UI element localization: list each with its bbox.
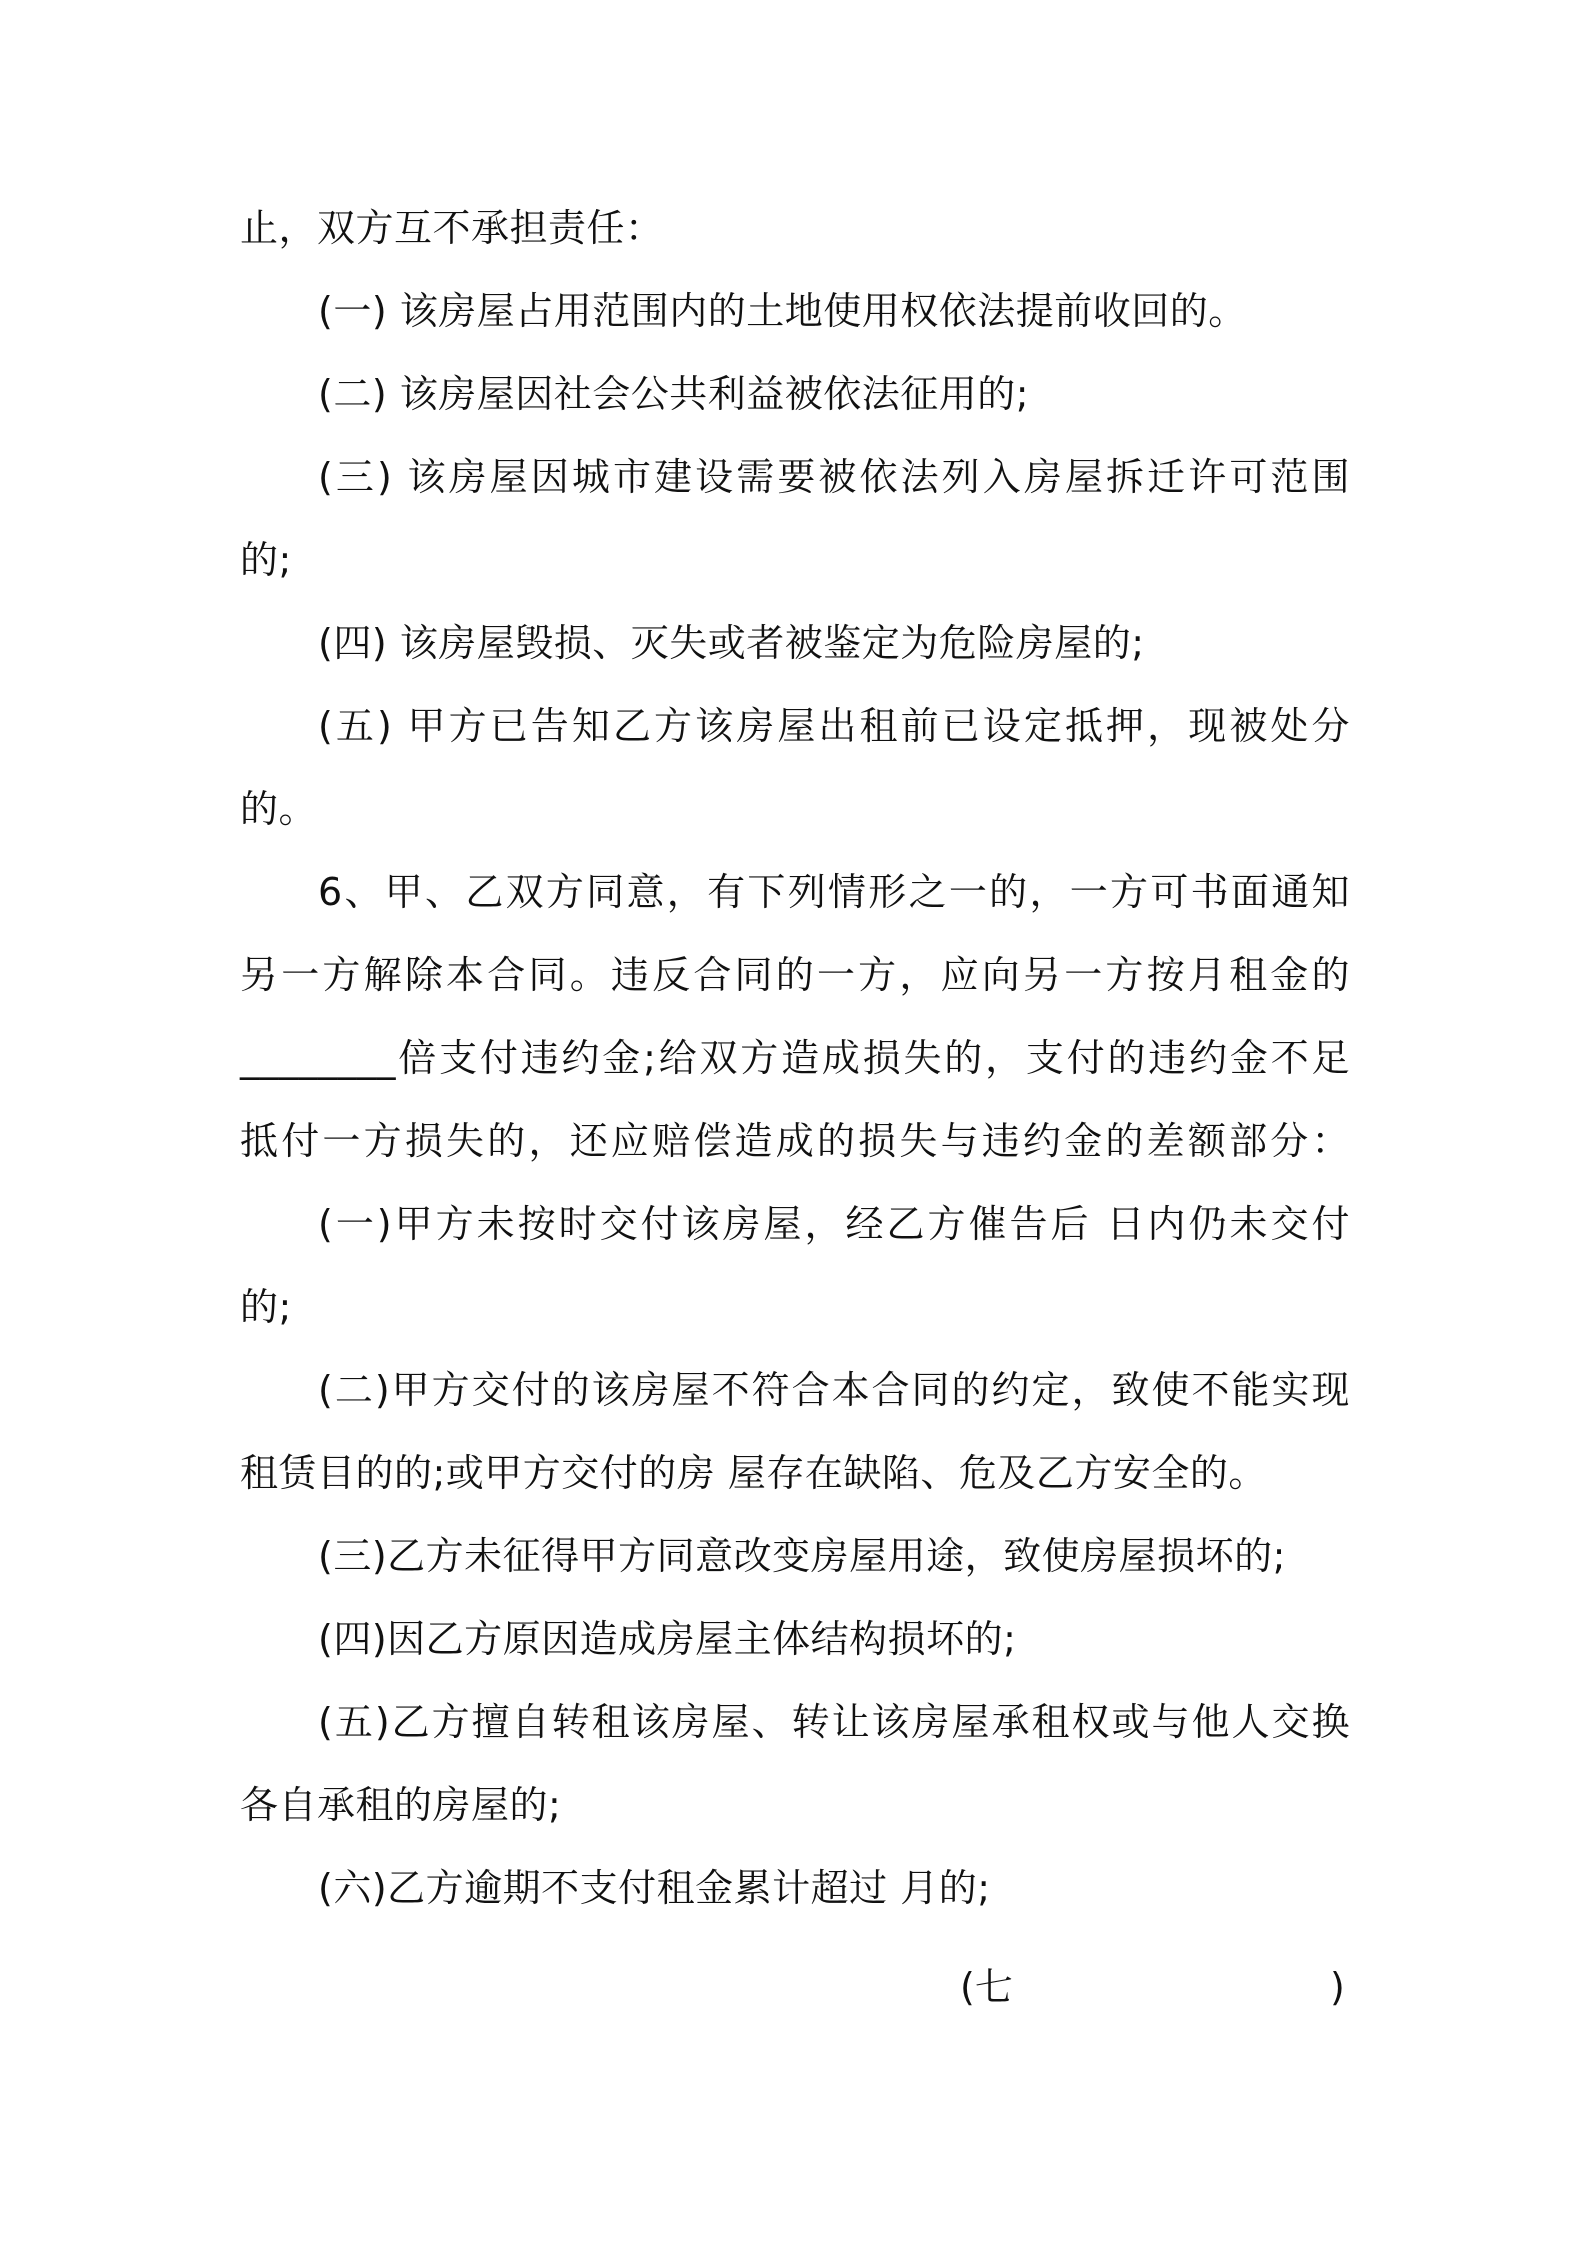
text-line: (二)甲方交付的该房屋不符合本合同的约定，致使不能实现 [318, 1368, 1350, 1412]
text-line: 各自承租的房屋的; [240, 1783, 562, 1827]
text-line: (二) 该房屋因社会公共利益被依法征用的; [318, 372, 1030, 416]
text-line: 的。 [240, 787, 318, 831]
text-line: 租赁目的的;或甲方交付的房 屋存在缺陷、危及乙方安全的。 [240, 1451, 1267, 1495]
text-line: 6、甲、乙双方同意，有下列情形之一的，一方可书面通知 [318, 870, 1350, 914]
text-line: 抵付一方损失的，还应赔偿造成的损失与违约金的差额部分： [240, 1119, 1350, 1163]
text-line: 止，双方互不承担责任： [240, 206, 664, 250]
clause-seven-close: ) [1330, 1965, 1345, 2009]
text-line: 另一方解除本合同。违反合同的一方，应向另一方按月租金的 [240, 953, 1350, 997]
text-line: ________倍支付违约金;给双方造成损失的，支付的违约金不足 [240, 1036, 1350, 1080]
clause-seven-open: (七 [960, 1965, 1013, 2009]
text-line: (三) 该房屋因城市建设需要被依法列入房屋拆迁许可范围 [318, 455, 1350, 499]
text-line: (五) 甲方已告知乙方该房屋出租前已设定抵押，现被处分 [318, 704, 1350, 748]
text-line: (五)乙方擅自转租该房屋、转让该房屋承租权或与他人交换 [318, 1700, 1350, 1744]
text-line: (四)因乙方原因造成房屋主体结构损坏的; [318, 1617, 1017, 1661]
text-line: (四) 该房屋毁损、灭失或者被鉴定为危险房屋的; [318, 621, 1145, 665]
text-line: (三)乙方未征得甲方同意改变房屋用途，致使房屋损坏的; [318, 1534, 1286, 1578]
text-line: 的; [240, 538, 292, 582]
text-line: 的; [240, 1285, 292, 1329]
text-line: (六)乙方逾期不支付租金累计超过 月的; [318, 1866, 991, 1910]
text-line: (一)甲方未按时交付该房屋，经乙方催告后 日内仍未交付 [318, 1202, 1350, 1246]
text-line: (一) 该房屋占用范围内的土地使用权依法提前收回的。 [318, 289, 1247, 333]
